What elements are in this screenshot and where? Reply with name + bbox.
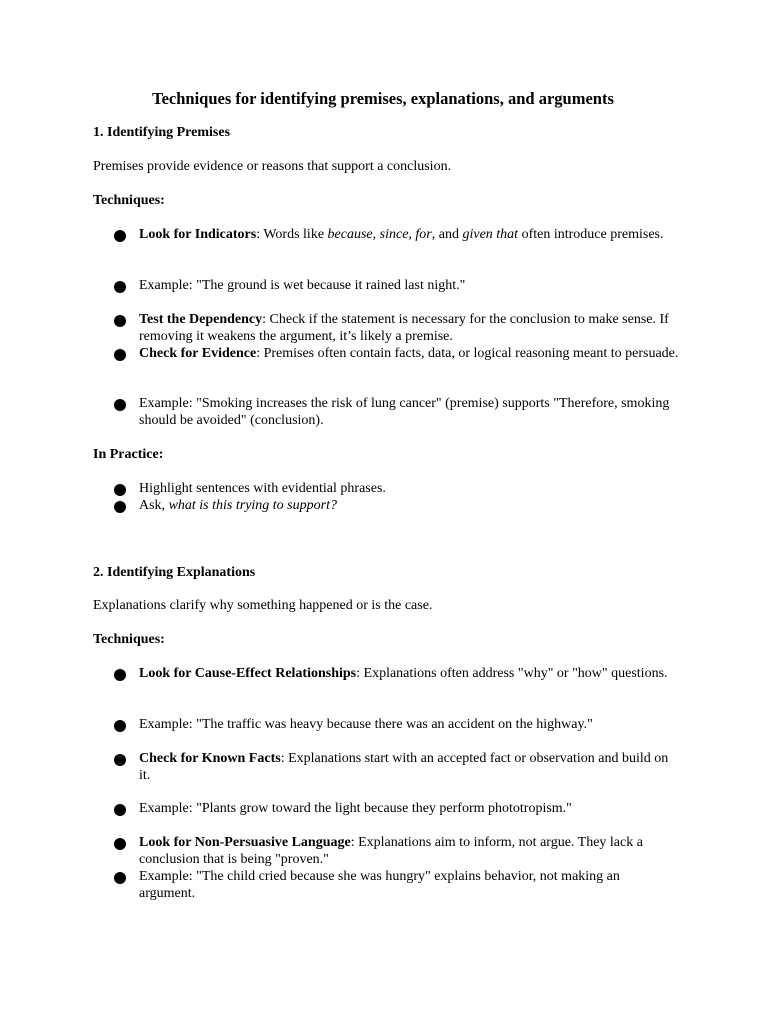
- list-item: Example: "Smoking increases the risk of lung cancer" (premise) supports "Therefore, smoking should be avoided" (conclusion).: [139, 396, 670, 428]
- section2-heading: 2. Identifying Explanations: [93, 565, 256, 580]
- list-item: Look for Cause-Effect Relationships: Explanations often address "why" or "how" questions.: [139, 666, 668, 681]
- list-item: Example: "The traffic was heavy because there was an accident on the highway.": [139, 717, 593, 732]
- section2-intro: Explanations clarify why something happened or is the case.: [93, 598, 433, 613]
- list-item: Check for Evidence: Premises often contain facts, data, or logical reasoning meant to persuade.: [139, 346, 679, 361]
- bullet-icon: [114, 838, 126, 850]
- list-item: Example: "The child cried because she was hungry" explains behavior, not making an argument.: [139, 869, 620, 901]
- document-title: Techniques for identifying premises, explanations, and arguments: [152, 89, 614, 108]
- list-item: Look for Indicators: Words like because, since, for, and given that often introduce premises.: [139, 227, 664, 242]
- section1-practice-label: In Practice:: [93, 447, 164, 462]
- section1-techniques-label: Techniques:: [93, 193, 165, 208]
- list-item: Test the Dependency: Check if the statement is necessary for the conclusion to make sense. If removing it weakens the argument, it’s likely a premise.: [139, 312, 669, 344]
- section1-intro: Premises provide evidence or reasons that support a conclusion.: [93, 159, 452, 174]
- bullet-icon: [114, 484, 126, 496]
- list-item: Look for Non-Persuasive Language: Explanations aim to inform, not argue. They lack a conclusion that is being "proven.": [139, 835, 643, 867]
- bullet-icon: [114, 669, 126, 681]
- list-item: Highlight sentences with evidential phrases.: [139, 481, 386, 496]
- bullet-icon: [114, 230, 126, 242]
- list-item: Ask, what is this trying to support?: [139, 498, 337, 513]
- list-item: Example: "The ground is wet because it rained last night.": [139, 278, 466, 293]
- list-item: Example: "Plants grow toward the light because they perform phototropism.": [139, 801, 572, 816]
- bullet-icon: [114, 804, 126, 816]
- section2-techniques-label: Techniques:: [93, 632, 165, 647]
- bullet-icon: [114, 281, 126, 293]
- list-item: Check for Known Facts: Explanations start with an accepted fact or observation and build on it.: [139, 751, 669, 783]
- bullet-icon: [114, 315, 126, 327]
- bullet-icon: [114, 754, 126, 766]
- section1-heading: 1. Identifying Premises: [93, 125, 231, 140]
- bullet-icon: [114, 399, 126, 411]
- bullet-icon: [114, 720, 126, 732]
- bullet-icon: [114, 349, 126, 361]
- bullet-icon: [114, 501, 126, 513]
- bullet-icon: [114, 872, 126, 884]
